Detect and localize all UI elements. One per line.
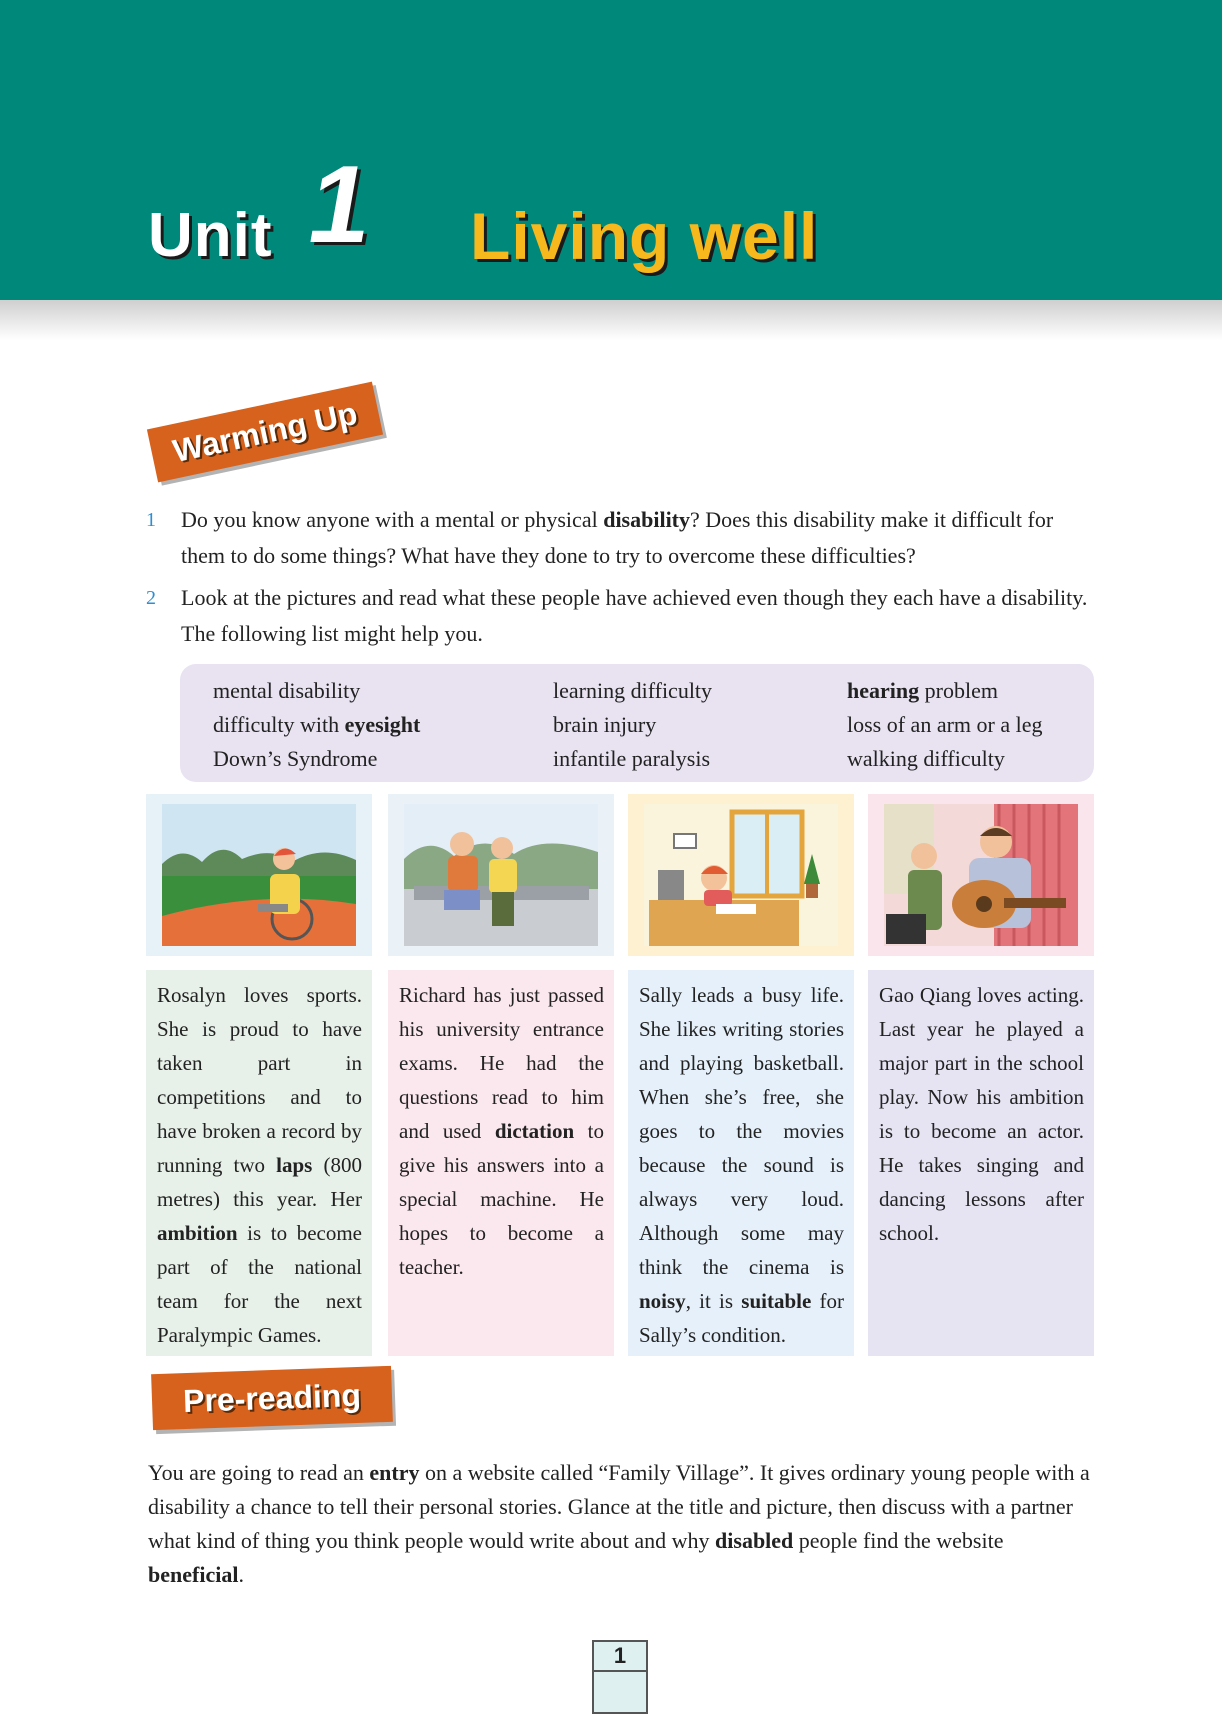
disability-word-list [180,664,1094,782]
word-item: learning difficulty [553,678,713,703]
word-column-2 [553,674,712,776]
page-number: 1 [592,1640,648,1714]
card-richard: Richard has just passed his university entrance exams. He had the questions read to him and used dictation to give his answers into a special machine. He hopes to become a teacher. [388,970,614,1356]
girl-writing-desk-illustration-icon [644,804,838,946]
word-item: mental disability [213,678,361,703]
word-item: hearing problem [847,678,998,703]
word-item: brain injury [553,712,657,737]
question-text: Look at the pictures and read what these people have achieved even though they each have a disability. The following list might help you. [181,585,1088,646]
word-item: walking difficulty [847,746,1005,771]
question-2 [146,580,1096,652]
card-rosalyn: Rosalyn loves sports. She is proud to have taken part in competitions and to have broken a record by running two laps (800 metres) this year. Her ambition is to become part of the national team for the next Paralympic Games. [146,970,372,1356]
unit-number: 1 [299,143,383,266]
card-sally: Sally leads a busy life. She likes writing stories and playing basketball. When she’s free, she goes to the movies because the sound is always very loud. Although some may think the cinema is noisy, it is suitable for Sally’s condition. [628,970,854,1356]
wheelchair-girl-illustration-icon [162,804,356,946]
warming-up-banner: Warming Up [147,382,383,483]
pre-reading-banner: Pre-reading [151,1366,393,1430]
question-text: Do you know anyone with a mental or physical disability? Does this disability make it difficult for them to do some things? What have they done to try to overcome these difficulties? [181,507,1054,568]
wheelchair-girl-picture [146,794,372,956]
word-item: difficulty with eyesight [213,712,421,737]
question-number: 1 [146,509,156,531]
unit-label: Unit [148,201,273,270]
word-item: infantile paralysis [553,746,711,771]
pre-reading-paragraph: You are going to read an entry on a website called “Family Village”. It gives ordinary young people with a disability a chance to tell their personal stories. Glance at the title and picture, then discuss with a partner what kind of thing you think people would write about and why disabled people find the website beneficial. [148,1460,1090,1587]
card-gao-qiang: Gao Qiang loves acting. Last year he played a major part in the school play. Now his ambition is to become an actor. He takes singing and dancing lessons after school. [868,970,1094,1356]
boy-guitar-illustration-icon [884,804,1078,946]
header-shadow [0,300,1222,340]
word-column-1 [213,674,420,776]
girl-writing-picture [628,794,854,956]
word-column-3 [847,674,1043,776]
bench-conversation-picture [388,794,614,956]
word-item: Down’s Syndrome [213,746,378,771]
boy-guitar-picture [868,794,1094,956]
question-1 [146,502,1096,574]
unit-title: Living well [470,199,819,273]
word-item: loss of an arm or a leg [847,712,1043,737]
question-number: 2 [146,587,156,609]
bench-conversation-illustration-icon [404,804,598,946]
